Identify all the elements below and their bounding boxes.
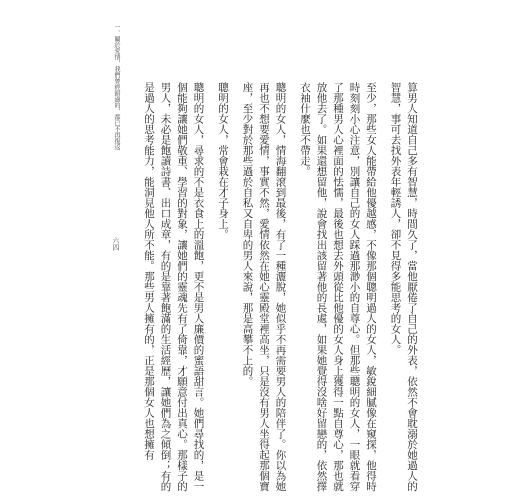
page-number: 六四 <box>112 237 120 251</box>
paragraph-5: 聰明的女人，尋求的不是衣食上的溫飽，更不是男人廉價的蜜語甜言。她們尋找的，是一個能夠讓她們敬重、學習的對象，讓她們的靈魂先有了倚靠，才願意付出真心。那樣子的男人，未必是飽讀詩書、出口成章，有的是靠著飽滿的生活經歷，讓她們為之傾倒；有的是過人的思考能力，能洞見他人所不能。那些男人擁有的，正是那個女人也想擁有 <box>143 82 205 492</box>
body-text <box>110 82 420 494</box>
paragraph-3: 聰明的女人，情海翻滾到最後，有了一種灑脫，她似乎不再需要男人的陪伴了。你以為她再也不想要愛情，事實不然，愛情依然在她心靈殿堂裡高坐，只是沒有男人坐得起那個寶座，至少對於那些過於自私又自卑的男人來說，那是高攀不上的。 <box>241 82 287 492</box>
paragraph-4: 聰明的女人，常會栽在才子身上。 <box>217 82 229 240</box>
paragraph-2: 至少，那些女人能帶給他優越感，不像那個聰明過人的女人，敏銳細膩像在窺探，他得時時刻刻小心注意，別讓自己的女人踩過那渺小的自尊心。但那些聰明的女人，一眼就看穿了那種男人心裡面的怯懦，最後也想去外頭從比他優的女人身上獲得一點自尊心，那也就放他去了。如果還想留他，說會找出該留著他的長處，如果她覺得沒啥好留戀的，依然擇衣袖什麼也不帶走。 <box>299 82 377 492</box>
paragraph-1: 算男人知道自己多有智慧，時間久了，當他厭倦了自己的外表，依然不會耽溺於她過人的智慧，事可去找外表年輕誘人，卻不見得多能思考的女人。 <box>389 82 418 492</box>
running-header: 一、關於愛情，我們曾經錯過的，都已不再復返 <box>113 24 120 150</box>
